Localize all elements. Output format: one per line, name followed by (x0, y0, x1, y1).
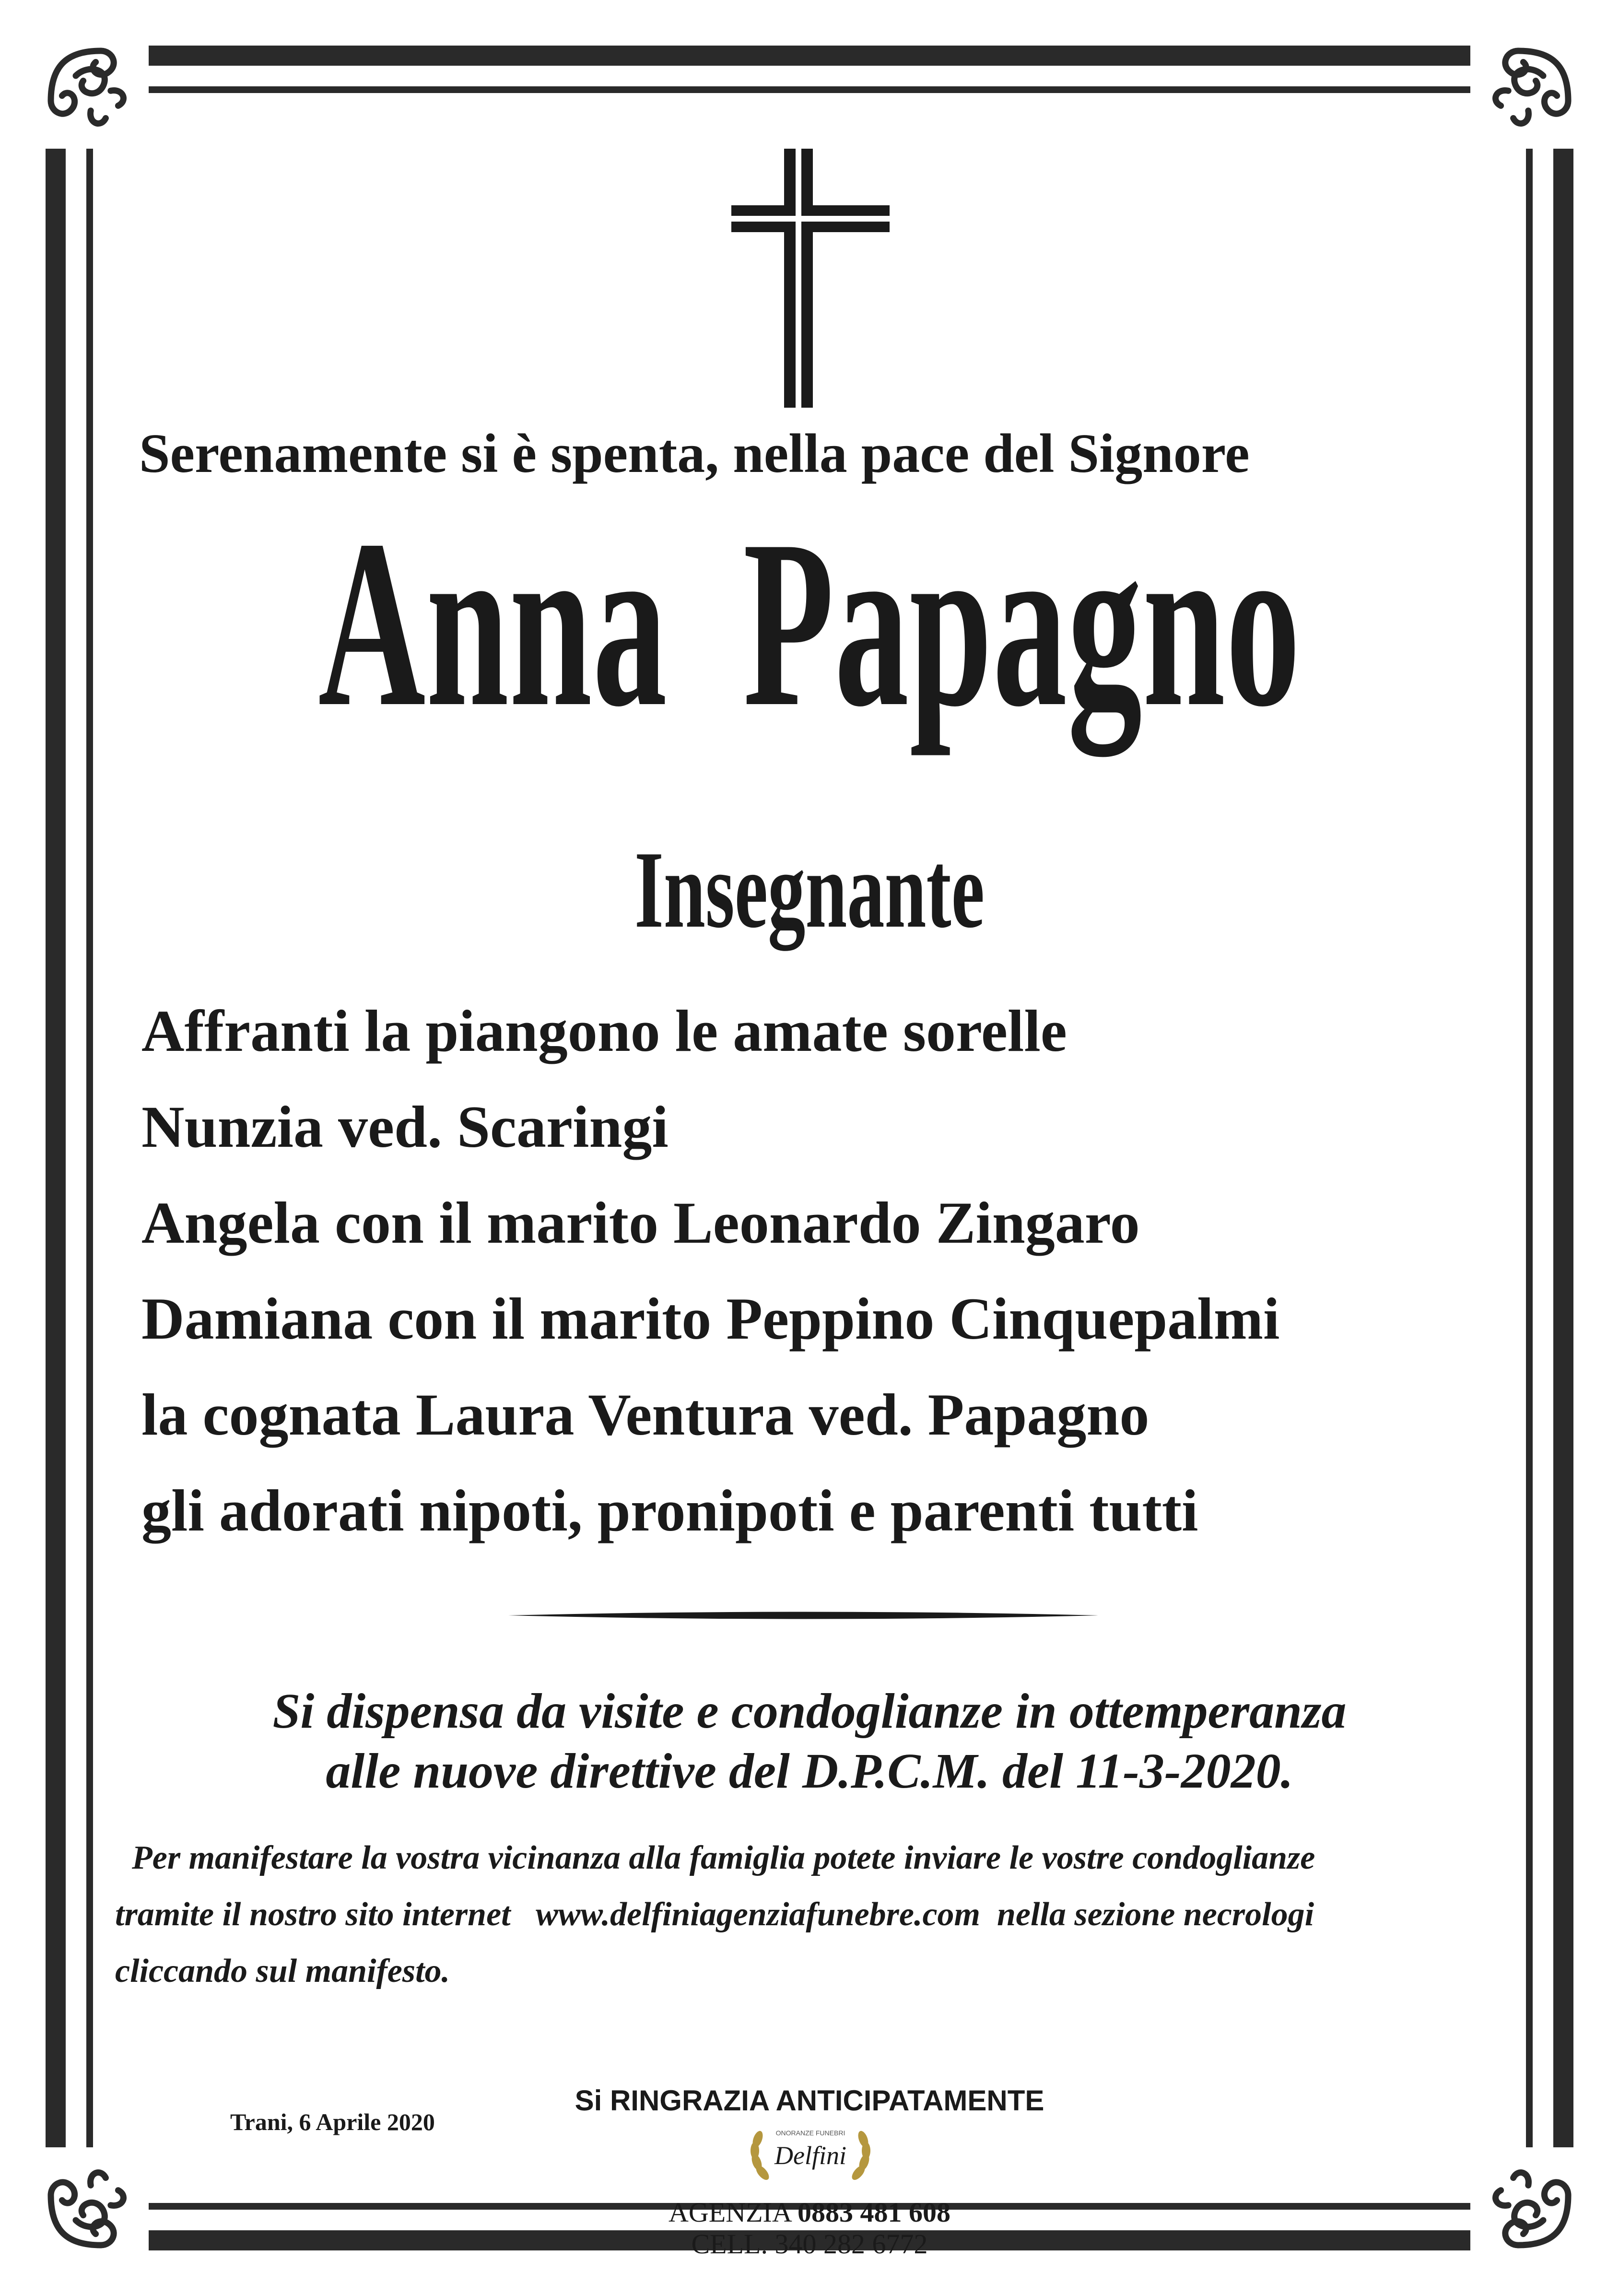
divider (508, 1609, 1098, 1622)
intro-text: Serenamente si è spenta, nella pace del Signore (139, 423, 1250, 484)
condolences-line: tramite il nostro sito internet www.delfiniagenziafunebre.com nella sezione necrologi (115, 1896, 1314, 1933)
corner-ornament-icon (1456, 38, 1581, 163)
mourner-line: Nunzia ved. Scaringi (141, 1094, 669, 1160)
notice-line: Si dispensa da visite e condoglianze in ottemperanza (272, 1684, 1347, 1739)
agency-phone-label: AGENZIA (668, 2197, 791, 2228)
agency-phone-line (0, 2197, 1619, 2228)
notice-line: alle nuove direttive del D.P.C.M. del 11-3-2020. (326, 1743, 1293, 1799)
logo-caption: ONORANZE FUNEBRI (775, 2129, 845, 2137)
corner-ornament-icon (38, 38, 163, 163)
agency-mobile-line (0, 2228, 1619, 2260)
thanks-text: Si RINGRAZIA ANTICIPATAMENTE (575, 2084, 1044, 2117)
mourners-list (141, 983, 1279, 1559)
condolences-text (115, 1830, 1315, 2000)
mourner-line: Damiana con il marito Peppino Cinquepalmi (141, 1286, 1280, 1352)
notice (0, 1681, 1619, 1801)
condolences-line: cliccando sul manifesto. (115, 1953, 450, 1990)
mourner-line: gli adorati nipoti, pronipoti e parenti tutti (141, 1478, 1198, 1543)
condolences-line: Per manifestare la vostra vicinanza alla famiglia potete inviare le vostre condoglianze (132, 1839, 1315, 1876)
agency-contacts (0, 2197, 1619, 2260)
agency-phone: 0883 481 608 (798, 2197, 950, 2228)
agency-mobile-label: CELL. (691, 2228, 768, 2260)
mourner-line: Angela con il marito Leonardo Zingaro (141, 1190, 1140, 1256)
cross-icon (731, 149, 890, 408)
mourner-line: la cognata Laura Ventura ved. Papagno (141, 1382, 1150, 1448)
mourner-line: Affranti la piangono le amate sorelle (141, 998, 1067, 1064)
profession: Insegnante (634, 828, 985, 951)
city-date: Trani, 6 Aprile 2020 (230, 2108, 435, 2135)
deceased-name: Anna Papagno (318, 491, 1301, 756)
logo-brand: Delfini (774, 2141, 846, 2170)
agency-logo (734, 2120, 887, 2197)
agency-mobile: 340 282 6772 (774, 2228, 928, 2260)
